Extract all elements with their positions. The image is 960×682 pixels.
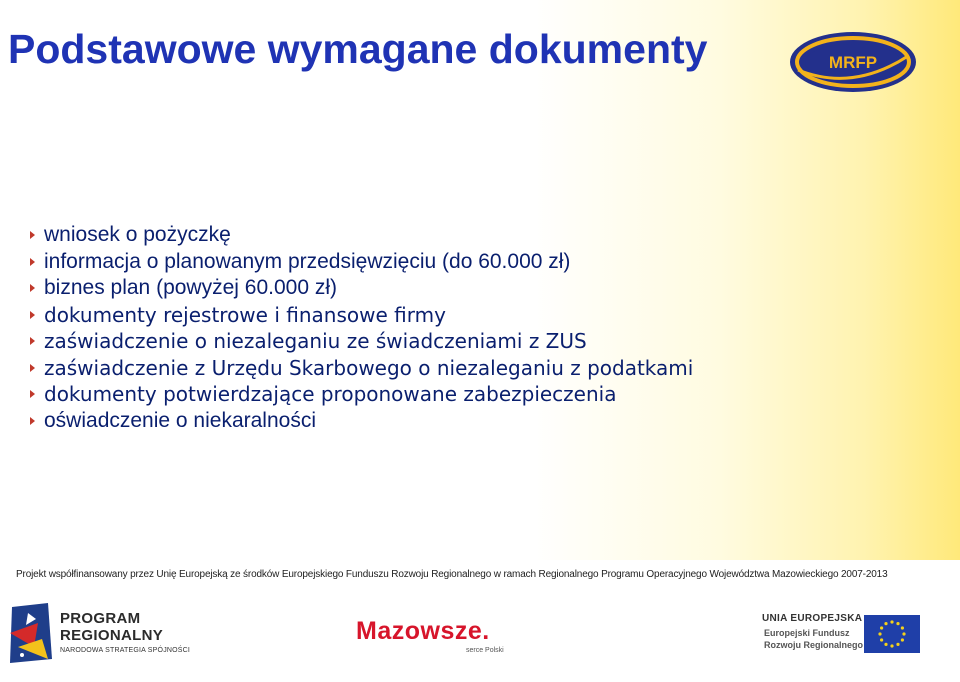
list-item-text: oświadczenie o niekaralności bbox=[44, 408, 316, 432]
list-item-text: biznes plan (powyżej 60.000 zł) bbox=[44, 276, 337, 299]
mrfp-logo-text: MRFP bbox=[828, 53, 878, 72]
list-item-text: dokumenty rejestrowe i finansowe firmy bbox=[44, 302, 446, 327]
bullet-arrow-icon bbox=[30, 231, 35, 239]
mrfp-logo bbox=[788, 30, 918, 94]
list-item bbox=[30, 302, 693, 329]
program-regionalny-logo bbox=[8, 603, 56, 665]
eu-fund-line1: Europejski Fundusz bbox=[764, 628, 850, 638]
eu-fund-line2: Rozwoju Regionalnego bbox=[764, 640, 863, 650]
bullet-arrow-icon bbox=[30, 337, 35, 345]
bullet-arrow-icon bbox=[30, 417, 35, 425]
program-name-line2: REGIONALNY bbox=[60, 627, 164, 644]
slide-title: Podstawowe wymagane dokumenty bbox=[8, 26, 708, 72]
mazowsze-logo: Mazowsze. bbox=[356, 617, 490, 645]
program-subtitle: NARODOWA STRATEGIA SPÓJNOŚCI bbox=[60, 647, 191, 654]
list-item bbox=[30, 381, 693, 408]
list-item bbox=[30, 355, 693, 382]
list-item bbox=[30, 222, 693, 249]
list-item-text: zaświadczenie z Urzędu Skarbowego o niezaleganiu z podatkami bbox=[44, 355, 694, 380]
bullet-arrow-icon bbox=[30, 258, 35, 266]
bullet-arrow-icon bbox=[30, 311, 35, 319]
list-item-text: informacja o planowanym przedsięwzięciu (do 60.000 zł) bbox=[44, 249, 571, 273]
funding-note: Projekt współfinansowany przez Unię Europejską ze środków Europejskiego Funduszu Rozwoju Regionalnego w ramach Regionalnego Programu Operacyjnego Województwa Mazowieckiego 2007-2013 bbox=[16, 569, 888, 580]
eu-flag-icon bbox=[864, 615, 920, 653]
list-item bbox=[30, 275, 693, 302]
list-item bbox=[30, 328, 693, 355]
bullet-arrow-icon bbox=[30, 364, 35, 372]
list-item-text: dokumenty potwierdzające proponowane zabezpieczenia bbox=[44, 382, 617, 406]
list-item bbox=[30, 249, 693, 276]
list-item-text: wniosek o pożyczkę bbox=[44, 223, 231, 246]
requirements-list bbox=[30, 222, 693, 434]
bullet-arrow-icon bbox=[30, 284, 35, 292]
footer-logos bbox=[0, 595, 960, 682]
eu-title: UNIA EUROPEJSKA bbox=[762, 613, 863, 624]
mazowsze-tagline: serce Polski bbox=[466, 647, 504, 654]
bullet-arrow-icon bbox=[30, 390, 35, 398]
list-item bbox=[30, 408, 693, 435]
program-name-line1: PROGRAM bbox=[60, 610, 141, 627]
list-item-text: zaświadczenie o niezaleganiu ze świadczeniami z ZUS bbox=[44, 329, 587, 353]
